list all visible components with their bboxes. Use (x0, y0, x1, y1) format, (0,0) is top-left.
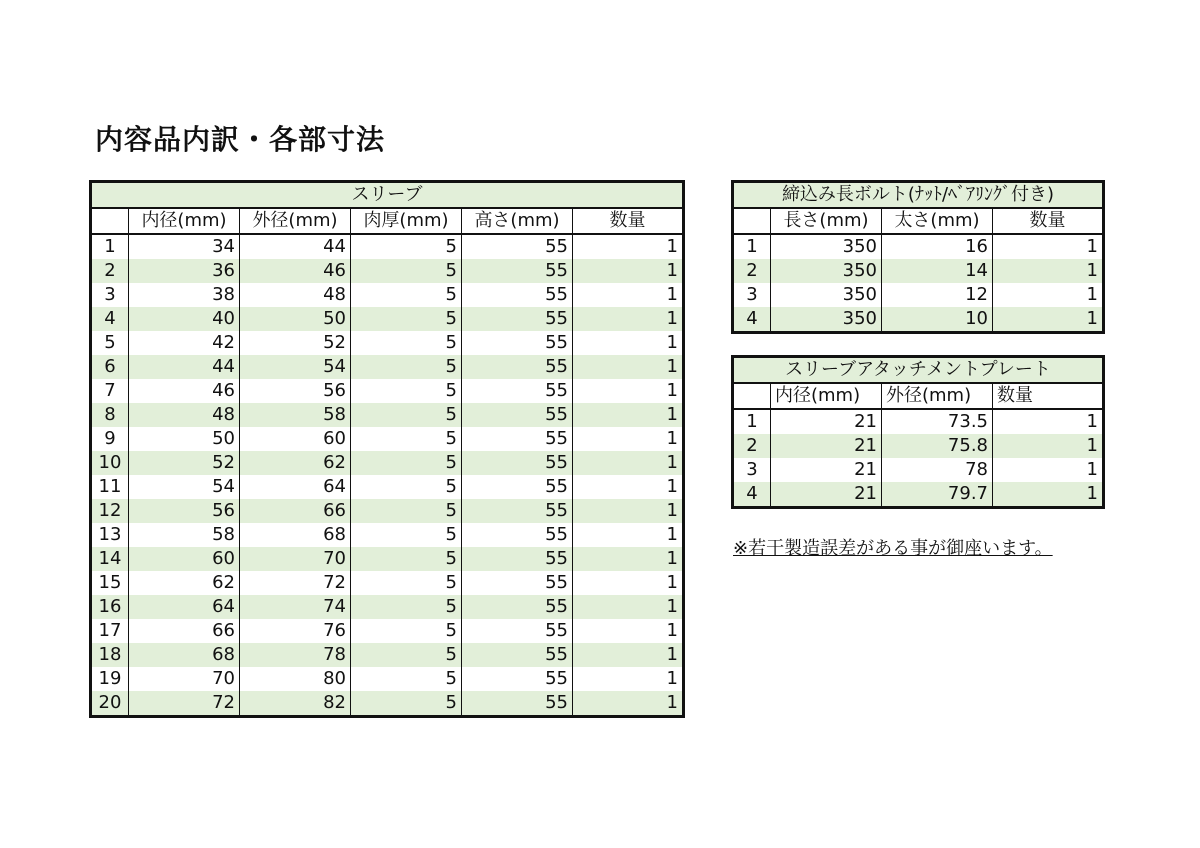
table-cell: 21 (771, 458, 882, 482)
table-cell: 5 (351, 307, 462, 331)
table-cell: 44 (129, 355, 240, 379)
table-cell: 1 (993, 458, 1104, 482)
table-cell: 5 (351, 595, 462, 619)
table-cell: 82 (240, 691, 351, 717)
table-cell: 5 (351, 499, 462, 523)
table-cell: 72 (129, 691, 240, 717)
table-cell: 55 (462, 691, 573, 717)
sleeve-header-row (91, 208, 684, 234)
row-number: 10 (91, 451, 129, 475)
row-number: 14 (91, 547, 129, 571)
table-row (91, 283, 684, 307)
table-row (91, 619, 684, 643)
table-cell: 5 (351, 547, 462, 571)
table-cell: 1 (573, 619, 684, 643)
table-cell: 72 (240, 571, 351, 595)
table-cell: 1 (573, 379, 684, 403)
table-cell: 55 (462, 355, 573, 379)
table-cell: 1 (573, 451, 684, 475)
table-row (91, 499, 684, 523)
table-cell: 73.5 (882, 409, 993, 434)
table-cell: 48 (240, 283, 351, 307)
table-cell: 55 (462, 451, 573, 475)
table-cell: 55 (462, 379, 573, 403)
table-cell: 64 (240, 475, 351, 499)
table-cell: 55 (462, 307, 573, 331)
table-cell: 55 (462, 547, 573, 571)
table-cell: 1 (573, 427, 684, 451)
table-cell: 66 (129, 619, 240, 643)
table-cell: 1 (573, 643, 684, 667)
row-number: 20 (91, 691, 129, 717)
table-cell: 1 (993, 259, 1104, 283)
table-row (91, 667, 684, 691)
table-cell: 55 (462, 499, 573, 523)
plate-title: スリーブアタッチメントプレート (733, 357, 1104, 384)
row-number: 9 (104, 428, 116, 449)
table-cell: 5 (351, 475, 462, 499)
table-cell: 1 (993, 409, 1104, 434)
row-number: 13 (98, 524, 122, 545)
table-cell: 55 (462, 403, 573, 427)
row-number: 18 (91, 643, 129, 667)
bolt-body (733, 208, 1104, 333)
table-cell: 1 (573, 571, 684, 595)
table-row (91, 427, 684, 451)
table-cell: 5 (351, 259, 462, 283)
page-title: 内容品内訳・各部寸法 (95, 123, 386, 156)
table-cell: 54 (129, 475, 240, 499)
column-header (91, 208, 129, 234)
table-cell: 1 (573, 403, 684, 427)
table-cell: 58 (129, 523, 240, 547)
table-cell: 1 (573, 667, 684, 691)
table-cell: 55 (462, 523, 573, 547)
row-number: 19 (98, 668, 122, 689)
table-cell: 55 (462, 667, 573, 691)
plate-table (731, 355, 1105, 509)
column-header (733, 208, 771, 234)
row-number: 7 (104, 380, 116, 401)
table-cell: 1 (573, 691, 684, 717)
row-number: 15 (98, 572, 122, 593)
row-number: 2 (733, 259, 771, 283)
column-header: 外径(mm) (240, 208, 351, 234)
table-cell: 55 (462, 331, 573, 355)
table-cell: 76 (240, 619, 351, 643)
table-cell: 5 (351, 691, 462, 717)
table-row (91, 379, 684, 403)
table-cell: 78 (240, 643, 351, 667)
table-row (91, 571, 684, 595)
table-cell: 55 (462, 427, 573, 451)
plate-header-row (733, 383, 1104, 409)
table-cell: 12 (882, 283, 993, 307)
table-row (733, 482, 1104, 508)
table-row (91, 307, 684, 331)
table-row (733, 234, 1104, 259)
column-header: 太さ(mm) (882, 208, 993, 234)
bolt-header-row (733, 208, 1104, 234)
row-number: 17 (98, 620, 122, 641)
sleeve-body (91, 208, 684, 717)
table-row (91, 475, 684, 499)
table-cell: 5 (351, 427, 462, 451)
table-cell: 1 (573, 523, 684, 547)
table-cell: 5 (351, 523, 462, 547)
column-header: 長さ(mm) (771, 208, 882, 234)
row-number: 1 (104, 236, 116, 257)
table-cell: 55 (462, 643, 573, 667)
table-row (91, 355, 684, 379)
table-cell: 74 (240, 595, 351, 619)
table-cell: 40 (129, 307, 240, 331)
table-row (91, 234, 684, 259)
table-cell: 1 (573, 307, 684, 331)
table-cell: 5 (351, 403, 462, 427)
table-cell: 56 (240, 379, 351, 403)
table-row (91, 331, 684, 355)
row-number: 5 (104, 332, 116, 353)
table-cell: 1 (993, 234, 1104, 259)
table-cell: 55 (462, 259, 573, 283)
table-cell: 1 (573, 234, 684, 259)
column-header: 肉厚(mm) (351, 208, 462, 234)
table-cell: 55 (462, 595, 573, 619)
table-cell: 70 (240, 547, 351, 571)
table-cell: 46 (129, 379, 240, 403)
table-cell: 42 (129, 331, 240, 355)
table-cell: 5 (351, 355, 462, 379)
table-cell: 21 (771, 434, 882, 458)
table-cell: 46 (240, 259, 351, 283)
column-header: 内径(mm) (771, 383, 882, 409)
table-cell: 1 (573, 595, 684, 619)
table-row (91, 403, 684, 427)
table-row (733, 259, 1104, 283)
table-cell: 78 (882, 458, 993, 482)
table-cell: 5 (351, 571, 462, 595)
table-cell: 21 (771, 409, 882, 434)
table-cell: 1 (993, 434, 1104, 458)
plate-body (733, 383, 1104, 508)
table-cell: 58 (240, 403, 351, 427)
column-header: 数量 (993, 383, 1104, 409)
column-header: 数量 (993, 208, 1104, 234)
table-cell: 55 (462, 475, 573, 499)
row-number: 16 (91, 595, 129, 619)
table-cell: 36 (129, 259, 240, 283)
row-number: 1 (746, 236, 758, 257)
table-cell: 1 (993, 307, 1104, 333)
table-cell: 52 (240, 331, 351, 355)
row-number: 4 (733, 482, 771, 508)
table-cell: 50 (129, 427, 240, 451)
row-number: 1 (746, 411, 758, 432)
table-cell: 1 (573, 547, 684, 571)
column-header: 外径(mm) (882, 383, 993, 409)
table-row (91, 451, 684, 475)
table-cell: 70 (129, 667, 240, 691)
table-cell: 10 (882, 307, 993, 333)
table-cell: 64 (129, 595, 240, 619)
table-row (733, 307, 1104, 333)
row-number: 3 (746, 459, 758, 480)
table-row (733, 458, 1104, 482)
row-number: 12 (91, 499, 129, 523)
table-cell: 68 (240, 523, 351, 547)
row-number: 3 (104, 284, 116, 305)
column-header: 内径(mm) (129, 208, 240, 234)
table-cell: 1 (573, 331, 684, 355)
table-row (91, 259, 684, 283)
table-cell: 5 (351, 283, 462, 307)
table-cell: 350 (771, 259, 882, 283)
table-cell: 1 (573, 499, 684, 523)
table-cell: 55 (462, 619, 573, 643)
table-cell: 350 (771, 283, 882, 307)
table-row (733, 434, 1104, 458)
table-cell: 5 (351, 451, 462, 475)
table-cell: 1 (993, 283, 1104, 307)
table-cell: 5 (351, 619, 462, 643)
table-cell: 5 (351, 234, 462, 259)
column-header: 数量 (573, 208, 684, 234)
bolt-table (731, 180, 1105, 334)
sleeve-title: スリーブ (91, 182, 684, 209)
table-row (91, 547, 684, 571)
table-cell: 50 (240, 307, 351, 331)
row-number: 8 (91, 403, 129, 427)
row-number: 2 (733, 434, 771, 458)
table-cell: 66 (240, 499, 351, 523)
table-cell: 1 (573, 355, 684, 379)
table-cell: 54 (240, 355, 351, 379)
column-header (733, 383, 771, 409)
table-cell: 5 (351, 379, 462, 403)
table-cell: 52 (129, 451, 240, 475)
table-cell: 48 (129, 403, 240, 427)
row-number: 2 (91, 259, 129, 283)
table-cell: 62 (240, 451, 351, 475)
table-row (733, 283, 1104, 307)
row-number: 3 (746, 284, 758, 305)
table-cell: 56 (129, 499, 240, 523)
table-cell: 1 (573, 283, 684, 307)
table-row (733, 409, 1104, 434)
table-cell: 16 (882, 234, 993, 259)
table-cell: 350 (771, 234, 882, 259)
table-cell: 5 (351, 667, 462, 691)
table-cell: 21 (771, 482, 882, 508)
table-cell: 75.8 (882, 434, 993, 458)
table-cell: 14 (882, 259, 993, 283)
row-number: 11 (98, 476, 122, 497)
manufacturing-tolerance-note: ※若干製造誤差がある事が御座います。 (733, 538, 1053, 559)
table-row (91, 595, 684, 619)
table-cell: 350 (771, 307, 882, 333)
table-cell: 60 (240, 427, 351, 451)
column-header: 高さ(mm) (462, 208, 573, 234)
table-row (91, 643, 684, 667)
table-cell: 1 (573, 475, 684, 499)
table-cell: 5 (351, 331, 462, 355)
table-cell: 1 (573, 259, 684, 283)
table-cell: 55 (462, 571, 573, 595)
sleeve-table (89, 180, 685, 718)
table-cell: 60 (129, 547, 240, 571)
table-cell: 38 (129, 283, 240, 307)
table-row (91, 523, 684, 547)
bolt-title: 締込み長ボルト(ﾅｯﾄ/ﾍﾞｱﾘﾝｸﾞ付き) (733, 182, 1104, 209)
table-cell: 68 (129, 643, 240, 667)
table-cell: 1 (993, 482, 1104, 508)
table-row (91, 691, 684, 717)
table-cell: 62 (129, 571, 240, 595)
table-cell: 79.7 (882, 482, 993, 508)
row-number: 6 (91, 355, 129, 379)
table-cell: 34 (129, 234, 240, 259)
table-cell: 55 (462, 283, 573, 307)
table-cell: 55 (462, 234, 573, 259)
table-cell: 80 (240, 667, 351, 691)
table-cell: 5 (351, 643, 462, 667)
row-number: 4 (733, 307, 771, 333)
table-cell: 44 (240, 234, 351, 259)
row-number: 4 (91, 307, 129, 331)
